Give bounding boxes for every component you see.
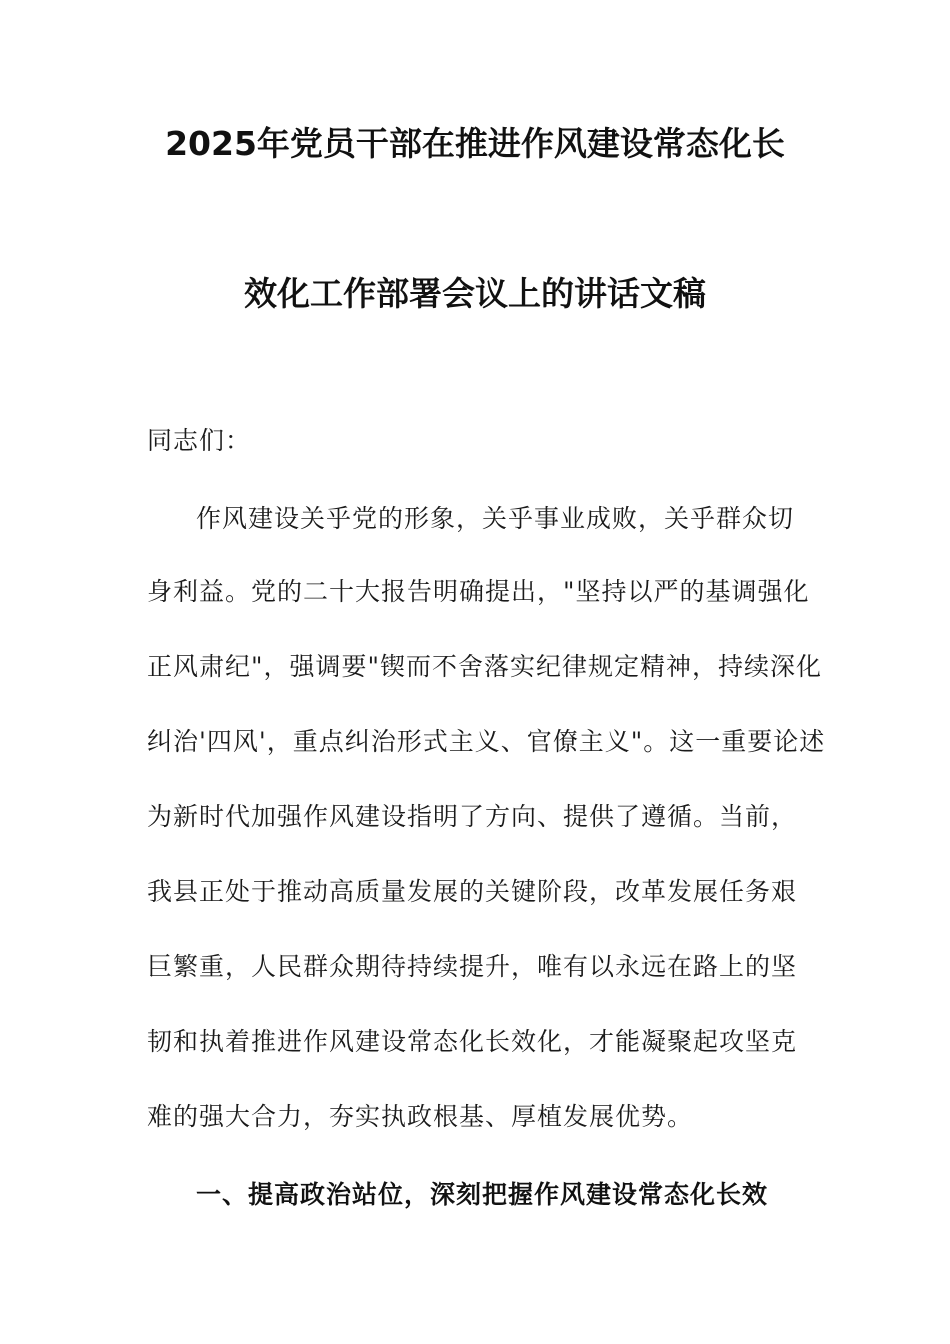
paragraph-line: 韧和执着推进作风建设常态化长效化，才能凝聚起攻坚克 bbox=[147, 1027, 798, 1056]
paragraph-line: 我县正处于推动高质量发展的关键阶段，改革发展任务艰 bbox=[147, 877, 798, 906]
paragraph-line: 为新时代加强作风建设指明了方向、提供了遵循。当前， bbox=[147, 802, 798, 831]
paragraph-line: 纠治'四风'，重点纠治形式主义、官僚主义"。这一重要论述 bbox=[147, 727, 826, 756]
paragraph-line: 难的强大合力，夯实执政根基、厚植发展优势。 bbox=[147, 1102, 694, 1131]
paragraph-line: 正风肃纪"，强调要"锲而不舍落实纪律规定精神，持续深化 bbox=[147, 652, 823, 681]
salutation: 同志们： bbox=[147, 426, 252, 455]
section-heading: 一、提高政治站位，深刻把握作风建设常态化长效 bbox=[196, 1180, 769, 1209]
document-title-line-1: 2025年党员干部在推进作风建设常态化长 bbox=[165, 124, 785, 163]
paragraph-line: 作风建设关乎党的形象，关乎事业成败，关乎群众切 bbox=[196, 504, 795, 533]
paragraph-line: 身利益。党的二十大报告明确提出，"坚持以严的基调强化 bbox=[147, 577, 810, 606]
document-title-line-2: 效化工作部署会议上的讲话文稿 bbox=[244, 274, 706, 313]
paragraph-line: 巨繁重，人民群众期待持续提升，唯有以永远在路上的坚 bbox=[147, 952, 798, 981]
